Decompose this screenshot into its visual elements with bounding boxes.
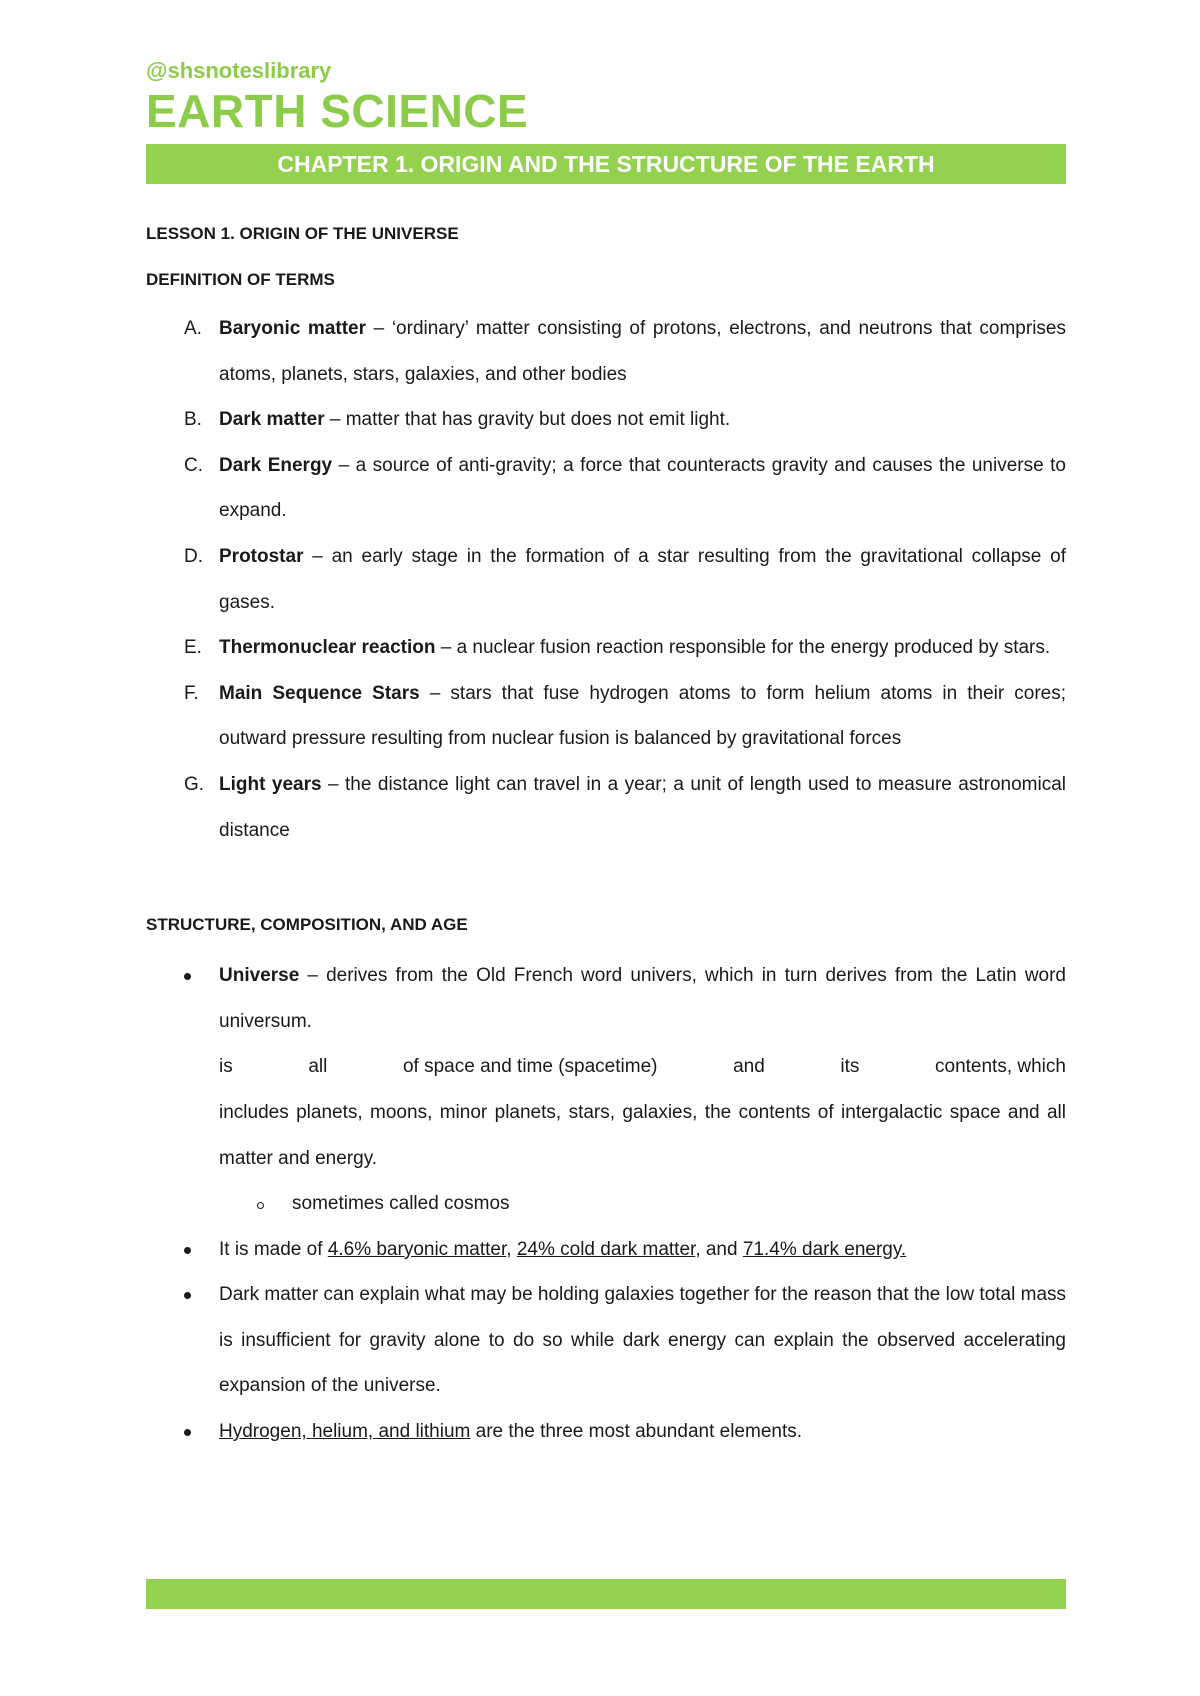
term-name: Protostar — [219, 545, 304, 567]
definition-item — [146, 534, 1066, 625]
list-item — [146, 1272, 1066, 1409]
word: of space and time (spacetime) — [402, 1056, 658, 1078]
term-definition: – an early stage in the formation of a star resulting from the gravitational collapse of gases. — [219, 545, 1066, 613]
chapter-banner: CHAPTER 1. ORIGIN AND THE STRUCTURE OF THE EARTH — [146, 144, 1066, 184]
term-definition: – matter that has gravity but does not emit light. — [324, 409, 731, 431]
list-letter: A. — [184, 318, 202, 339]
term-definition: – ‘ordinary’ matter consisting of protons, electrons, and neutrons that comprises atoms, planets, stars, galaxies, and other bodies — [219, 318, 1066, 385]
list-item — [146, 953, 1066, 1227]
universe-continuation-text: includes planets, moons, minor planets, stars, galaxies, the contents of intergalactic space and all matter and energy. — [219, 1101, 1066, 1169]
text: are the three most abundant elements. — [470, 1421, 803, 1443]
term-name: Dark Energy — [219, 454, 333, 476]
list-letter: E. — [184, 637, 202, 659]
bullet-icon — [184, 973, 191, 980]
text: It is made of — [219, 1238, 328, 1260]
word: its — [840, 1056, 860, 1078]
term-name: Baryonic matter — [219, 318, 367, 339]
word: all — [308, 1056, 328, 1078]
definition-item — [146, 306, 1066, 397]
text: , — [506, 1238, 517, 1260]
term-definition: – a source of anti-gravity; a force that counteracts gravity and causes the universe to expand. — [219, 454, 1066, 522]
structure-heading: STRUCTURE, COMPOSITION, AND AGE — [146, 915, 468, 935]
document-page — [146, 58, 1066, 1455]
term-definition: – derives from the Old French word univers, which in turn derives from the Latin word universum. — [219, 965, 1066, 1032]
term-definition: – stars that fuse hydrogen atoms to form helium atoms in their cores; outward pressure resulting from nuclear fusion is balanced by gravitational forces — [219, 682, 1067, 750]
list-item — [146, 1227, 1066, 1273]
definition-item — [146, 397, 1066, 443]
term-name: Light years — [219, 773, 322, 795]
term-name: Main Sequence Stars — [219, 682, 420, 704]
sub-point-text: sometimes called cosmos — [292, 1193, 510, 1215]
word: is — [219, 1056, 233, 1078]
list-item — [146, 1409, 1066, 1455]
list-letter: C. — [184, 454, 203, 476]
word: and — [733, 1056, 765, 1078]
term-definition: – the distance light can travel in a year; a unit of length used to measure astronomical distance — [219, 773, 1066, 841]
lesson-title: LESSON 1. ORIGIN OF THE UNIVERSE — [146, 224, 459, 243]
word: contents, which — [935, 1056, 1066, 1078]
definition-item — [146, 671, 1066, 762]
text: , and — [695, 1238, 743, 1260]
list-letter: G. — [184, 773, 205, 795]
footer-bar — [146, 1579, 1066, 1609]
definition-item — [146, 443, 1066, 534]
list-letter: F. — [184, 682, 199, 704]
definition-item — [146, 625, 1066, 671]
facts-list — [146, 953, 1066, 1455]
underlined-text: Hydrogen, helium, and lithium — [219, 1421, 471, 1443]
bullet-icon — [184, 1247, 191, 1254]
universe-continuation — [219, 1044, 1066, 1090]
definition-item — [146, 762, 1066, 853]
social-handle: @shsnoteslibrary — [146, 58, 332, 83]
list-letter: B. — [184, 409, 202, 431]
definition-list — [146, 306, 1066, 853]
bullet-icon — [184, 1429, 191, 1436]
term-name: Dark matter — [219, 409, 325, 431]
definitions-heading: DEFINITION OF TERMS — [146, 270, 335, 289]
circle-bullet-icon — [257, 1202, 264, 1209]
sub-list-item — [219, 1181, 1066, 1227]
term-name: Thermonuclear reaction — [219, 637, 436, 659]
list-letter: D. — [184, 545, 203, 567]
bullet-icon — [184, 1292, 191, 1299]
underlined-text: 24% cold dark matter — [516, 1238, 696, 1260]
text: Dark matter can explain what may be holding galaxies together for the reason that the low total mass is insufficient for gravity alone to do so while dark energy can explain the observed accelerating expansion of the universe. — [219, 1284, 1067, 1397]
term-name: Universe — [219, 965, 300, 987]
term-definition: – a nuclear fusion reaction responsible for the energy produced by stars. — [435, 637, 1051, 659]
document-title: EARTH SCIENCE — [146, 85, 529, 137]
underlined-text: 4.6% baryonic matter — [327, 1238, 507, 1260]
underlined-text: 71.4% dark energy. — [742, 1238, 907, 1260]
